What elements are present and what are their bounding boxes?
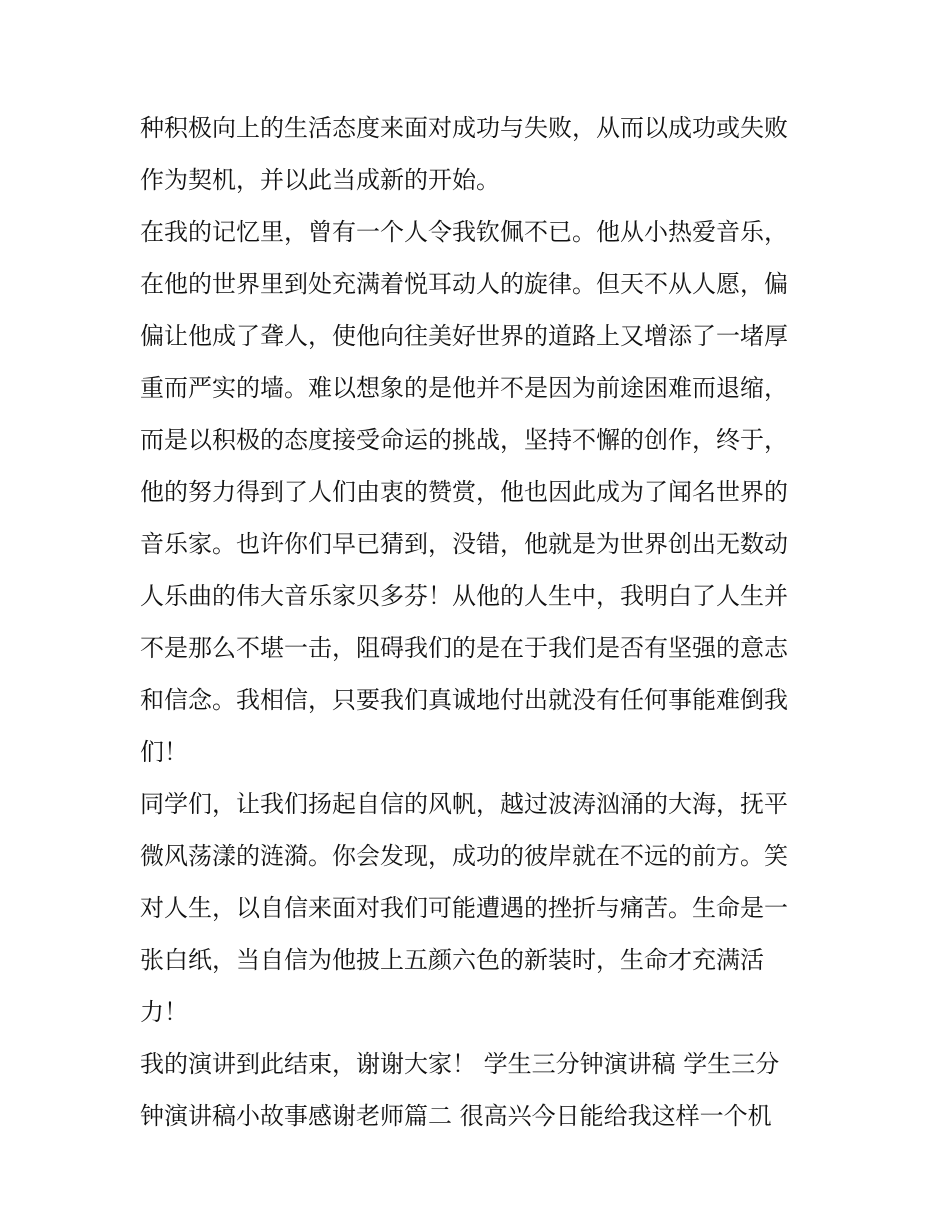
text-line-12: 和信念。我相信，只要我们真诚地付出就没有任何事能难倒我 (140, 686, 788, 714)
text-line-4: 在他的世界里到处充满着悦耳动人的旋律。但天不从人愿，偏 (140, 270, 788, 298)
text-line-19: 我的演讲到此结束，谢谢大家！ 学生三分钟演讲稿 学生三分 (140, 1050, 780, 1078)
text-line-14: 同学们，让我们扬起自信的风帆，越过波涛汹涌的大海，抚平 (140, 790, 788, 818)
text-line-16: 对人生，以自信来面对我们可能遭遇的挫折与痛苦。生命是一 (140, 894, 788, 922)
text-line-6: 重而严实的墙。难以想象的是他并不是因为前途困难而退缩， (140, 374, 788, 402)
text-line-5: 偏让他成了聋人，使他向往美好世界的道路上又增添了一堵厚 (140, 322, 788, 350)
text-line-7: 而是以积极的态度接受命运的挑战，坚持不懈的创作，终于， (140, 426, 788, 454)
text-line-9: 音乐家。也许你们早已猜到，没错，他就是为世界创出无数动 (140, 530, 788, 558)
text-line-3: 在我的记忆里，曾有一个人令我钦佩不已。他从小热爱音乐， (140, 218, 788, 246)
text-line-8: 他的努力得到了人们由衷的赞赏，他也因此成为了闻名世界的 (140, 478, 788, 506)
text-line-11: 不是那么不堪一击，阻碍我们的是在于我们是否有坚强的意志 (140, 634, 788, 662)
text-line-2: 作为契机，并以此当成新的开始。 (140, 166, 500, 194)
text-line-13: 们！ (140, 738, 188, 766)
text-line-1: 种积极向上的生活态度来面对成功与失败，从而以成功或失败 (140, 114, 788, 142)
text-line-17: 张白纸，当自信为他披上五颜六色的新装时，生命才充满活 (140, 946, 764, 974)
text-line-18: 力！ (140, 998, 188, 1026)
text-line-15: 微风荡漾的涟漪。你会发现，成功的彼岸就在不远的前方。笑 (140, 842, 788, 870)
text-line-20: 钟演讲稿小故事感谢老师篇二 很高兴今日能给我这样一个机 (140, 1102, 772, 1130)
text-line-10: 人乐曲的伟大音乐家贝多芬！从他的人生中，我明白了人生并 (140, 582, 788, 610)
